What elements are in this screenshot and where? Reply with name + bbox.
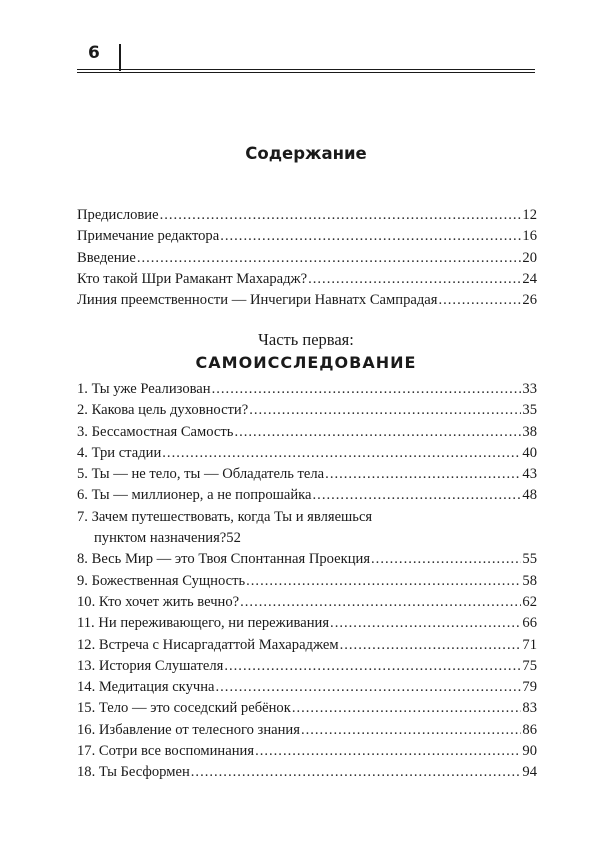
toc-entry-page: 55	[522, 551, 537, 568]
toc-entry-page: 26	[522, 292, 537, 309]
toc-entry-page: 40	[522, 444, 537, 461]
toc-leader-dots	[325, 464, 521, 485]
toc-entry-title: 17. Сотри все воспоминания	[77, 743, 255, 760]
toc-entry-title: 7. Зачем путешествовать, когда Ты и являешься	[77, 508, 373, 525]
toc-entry-title: 15. Тело — это соседский ребёнок	[77, 700, 291, 717]
toc-entry-title: 10. Кто хочет жить вечно?	[77, 593, 240, 610]
toc-leader-dots	[246, 571, 521, 592]
toc-leader-dots	[301, 720, 521, 741]
part-title: САМОИССЛЕДОВАНИЕ	[195, 353, 417, 372]
toc-leader-dots	[216, 677, 522, 698]
toc-leader-dots	[160, 205, 522, 226]
toc-entry-page: 62	[522, 593, 537, 610]
toc-entry-page: 90	[522, 743, 537, 760]
toc-leader-dots	[313, 485, 522, 506]
toc-entry	[77, 613, 537, 634]
toc-entry	[77, 290, 537, 311]
toc-entry-title: 9. Божественная Сущность	[77, 572, 246, 589]
toc-entry-title: Кто такой Шри Рамакант Махарадж?	[77, 270, 308, 287]
toc-leader-dots	[330, 613, 521, 634]
toc-entry	[77, 549, 537, 570]
toc-entry	[77, 464, 537, 485]
toc-entry-page: 43	[522, 466, 537, 483]
toc-entry	[77, 443, 537, 464]
toc-entry-page: 71	[522, 636, 537, 653]
toc-entry-title: 12. Встреча с Нисаргадаттой Махараджем	[77, 636, 339, 653]
toc-entry-continuation	[77, 528, 537, 549]
toc-entry-page: 52	[226, 530, 241, 547]
toc-entry-title: 13. История Слушателя	[77, 657, 224, 674]
toc-entry-title: 5. Ты — не тело, ты — Обладатель тела	[77, 466, 325, 483]
toc-entry	[77, 635, 537, 656]
page-number: 6	[88, 43, 100, 63]
toc-leader-dots	[234, 422, 521, 443]
toc-entry-page: 33	[522, 381, 537, 397]
toc-entry-page: 35	[522, 402, 537, 419]
toc-entry-title: 6. Ты — миллионер, а не попрошайка	[77, 487, 312, 504]
toc-entry	[77, 422, 537, 443]
toc-entry	[77, 269, 537, 290]
toc-entry-page: 86	[522, 721, 537, 738]
toc-entry	[77, 762, 537, 783]
toc-entry-page: 66	[522, 615, 537, 632]
toc-entry-page: 20	[522, 249, 537, 266]
toc-leader-dots	[162, 443, 521, 464]
toc-entry	[77, 571, 537, 592]
toc-leader-dots	[249, 400, 521, 421]
toc-entry-two-line	[77, 507, 537, 550]
toc-leader-dots	[240, 592, 521, 613]
toc-entry-title: 3. Бессамостная Самость	[77, 423, 234, 440]
toc-entry-title: 8. Весь Мир — это Твоя Спонтанная Проекция	[77, 551, 371, 568]
toc-leader-dots	[220, 226, 521, 247]
toc-entry-title: Примечание редактора	[77, 228, 220, 245]
toc-entry-page: 58	[522, 572, 537, 589]
toc-entry-title: 16. Избавление от телесного знания	[77, 721, 300, 738]
toc-entry	[77, 656, 537, 677]
toc-entry-title: 1. Ты уже Реализован	[77, 381, 211, 397]
toc-front-matter-list	[77, 205, 537, 311]
toc-entry-page: 83	[522, 700, 537, 717]
toc-entry-title: 18. Ты Бесформен	[77, 764, 190, 781]
toc-leader-dots	[212, 379, 522, 400]
toc-entry-page: 12	[522, 207, 537, 223]
toc-entry-title: 2. Какова цель духовности?	[77, 402, 249, 419]
toc-leader-dots	[292, 698, 522, 719]
toc-entry	[77, 592, 537, 613]
toc-entry	[77, 400, 537, 421]
toc-entry	[77, 741, 537, 762]
toc-entry-page: 16	[522, 228, 537, 245]
header-divider-tick	[119, 44, 121, 71]
toc-leader-dots	[308, 269, 521, 290]
toc-entry	[77, 698, 537, 719]
toc-entry-page: 24	[522, 270, 537, 287]
toc-entry	[77, 720, 537, 741]
toc-entry-title: Линия преемственности — Инчегири Навнатх Сампрадая	[77, 292, 438, 309]
toc-part-one-list	[77, 379, 537, 784]
toc-entry-title: 4. Три стадии	[77, 444, 162, 461]
toc-entry	[77, 677, 537, 698]
toc-title: Содержание	[245, 144, 367, 163]
toc-entry	[77, 485, 537, 506]
toc-entry	[77, 226, 537, 247]
toc-entry	[77, 248, 537, 269]
toc-entry-title: 14. Медитация скучна	[77, 679, 215, 696]
toc-leader-dots	[137, 248, 522, 269]
header-double-rule	[77, 69, 535, 73]
toc-leader-dots	[191, 762, 522, 783]
toc-entry-title: Предисловие	[77, 207, 159, 223]
toc-entry	[77, 379, 537, 400]
toc-entry-page: 75	[522, 657, 537, 674]
toc-entry-page: 79	[522, 679, 537, 696]
toc-entry-page: 94	[522, 764, 537, 781]
toc-leader-dots	[255, 741, 521, 762]
toc-entry-title: Введение	[77, 249, 136, 266]
toc-leader-dots	[340, 635, 522, 656]
toc-entry-page: 38	[522, 423, 537, 440]
toc-leader-dots	[224, 656, 521, 677]
toc-leader-dots	[438, 290, 521, 311]
toc-entry-page: 48	[522, 487, 537, 504]
toc-entry	[77, 205, 537, 226]
toc-entry-title-cont: пунктом назначения?	[94, 530, 227, 547]
toc-entry-title: 11. Ни переживающего, ни переживания	[77, 615, 330, 632]
part-label: Часть первая:	[258, 330, 354, 349]
toc-leader-dots	[371, 549, 521, 570]
